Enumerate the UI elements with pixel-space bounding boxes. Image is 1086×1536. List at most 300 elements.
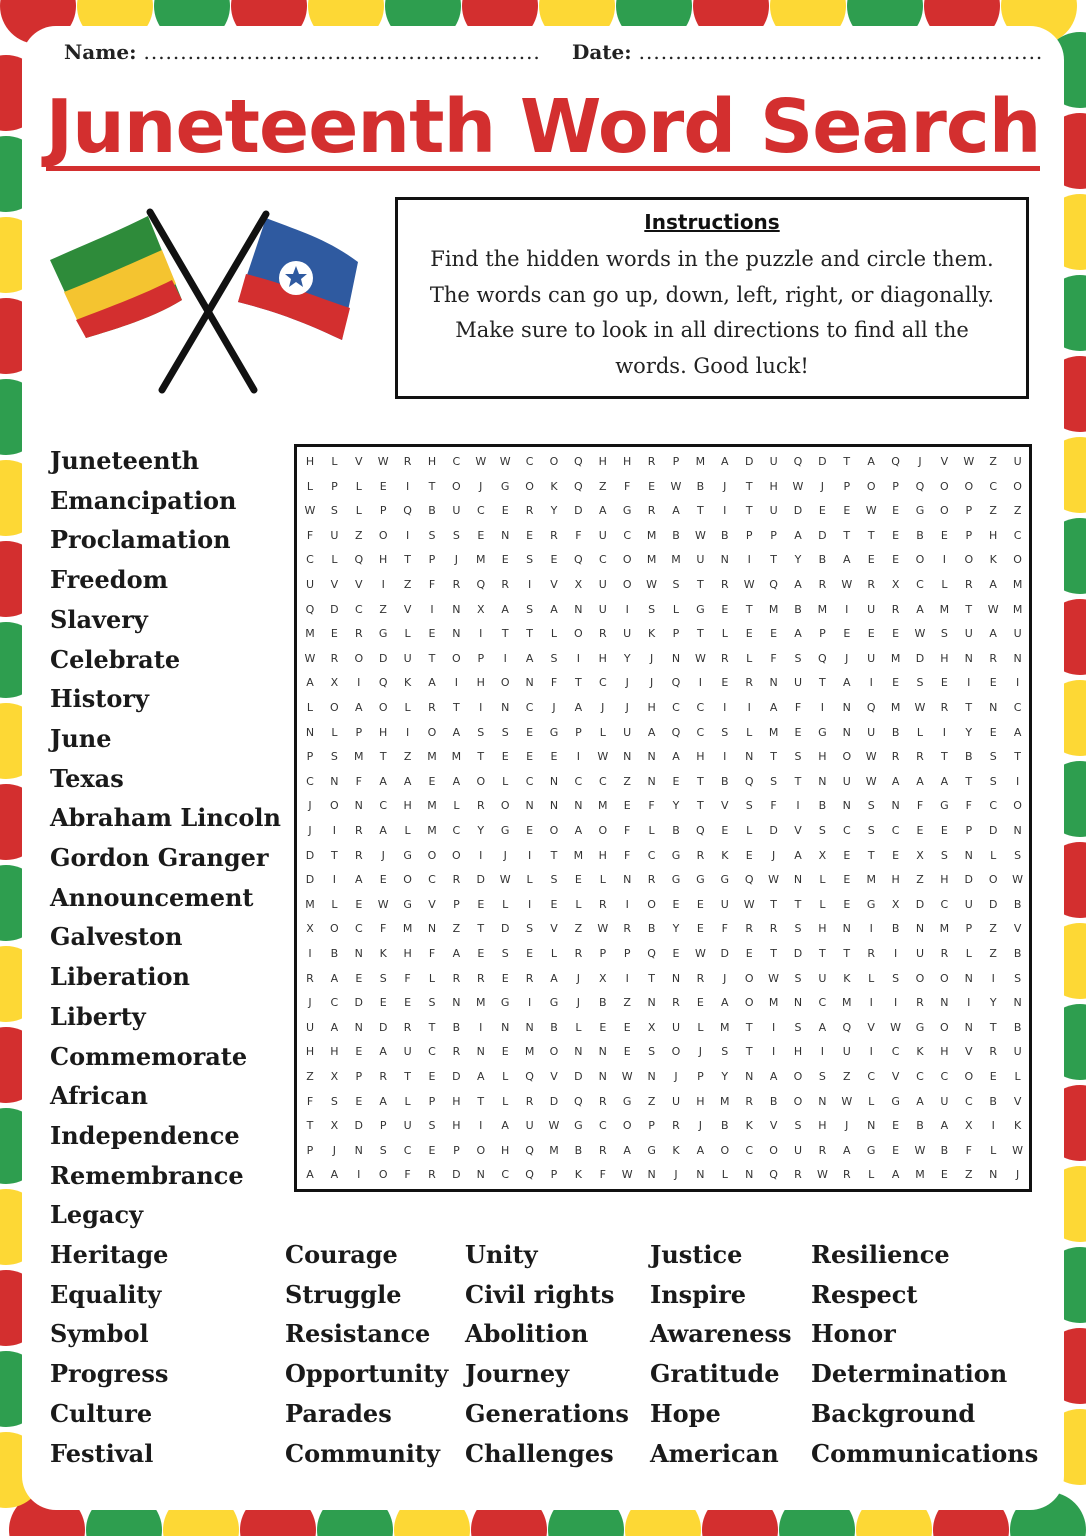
grid-letter[interactable]: N: [671, 651, 681, 665]
grid-letter[interactable]: J: [918, 455, 922, 468]
grid-letter[interactable]: K: [672, 1143, 680, 1157]
grid-letter[interactable]: F: [404, 971, 411, 985]
grid-letter[interactable]: Q: [915, 479, 925, 493]
grid-letter[interactable]: E: [355, 897, 363, 911]
grid-letter[interactable]: R: [306, 971, 314, 985]
grid-letter[interactable]: T: [745, 504, 753, 518]
grid-letter[interactable]: M: [402, 922, 413, 936]
grid-letter[interactable]: T: [648, 971, 655, 985]
grid-letter[interactable]: R: [696, 848, 705, 862]
grid-letter[interactable]: J: [820, 479, 825, 493]
grid-letter[interactable]: L: [306, 479, 314, 493]
grid-letter[interactable]: W: [694, 947, 706, 960]
grid-letter[interactable]: G: [549, 725, 559, 739]
grid-letter[interactable]: S: [330, 1094, 338, 1108]
grid-letter[interactable]: O: [964, 1070, 974, 1083]
grid-letter[interactable]: R: [745, 1094, 754, 1108]
grid-letter[interactable]: W: [987, 602, 999, 616]
grid-letter[interactable]: V: [355, 578, 363, 591]
grid-letter[interactable]: J: [698, 1045, 703, 1059]
grid-letter[interactable]: O: [647, 897, 656, 911]
grid-letter[interactable]: G: [940, 799, 949, 813]
grid-letter[interactable]: N: [842, 701, 851, 714]
grid-letter[interactable]: C: [842, 824, 851, 837]
grid-letter[interactable]: I: [479, 1020, 483, 1034]
grid-letter[interactable]: O: [964, 553, 974, 567]
grid-letter[interactable]: A: [379, 824, 387, 837]
grid-letter[interactable]: Z: [403, 578, 412, 591]
grid-letter[interactable]: I: [893, 947, 898, 960]
grid-letter[interactable]: S: [648, 602, 656, 616]
grid-letter[interactable]: B: [1013, 897, 1022, 911]
grid-letter[interactable]: P: [672, 627, 680, 641]
grid-letter[interactable]: N: [818, 774, 827, 788]
grid-letter[interactable]: L: [404, 627, 411, 641]
grid-letter[interactable]: W: [304, 651, 316, 665]
grid-letter[interactable]: I: [845, 602, 849, 616]
grid-letter[interactable]: B: [672, 824, 680, 837]
grid-letter[interactable]: Q: [647, 947, 656, 960]
grid-letter[interactable]: P: [965, 504, 973, 518]
grid-letter[interactable]: C: [501, 1168, 510, 1182]
grid-letter[interactable]: S: [477, 725, 485, 739]
grid-letter[interactable]: R: [891, 602, 900, 616]
grid-letter[interactable]: M: [768, 725, 779, 739]
grid-letter[interactable]: O: [793, 1070, 803, 1083]
grid-letter[interactable]: H: [989, 528, 998, 542]
grid-letter[interactable]: R: [598, 1094, 607, 1108]
grid-letter[interactable]: D: [720, 947, 730, 960]
grid-letter[interactable]: T: [526, 627, 533, 641]
grid-letter[interactable]: O: [476, 1143, 486, 1157]
grid-letter[interactable]: E: [355, 971, 363, 985]
grid-letter[interactable]: R: [501, 578, 510, 591]
grid-letter[interactable]: E: [770, 627, 778, 641]
grid-letter[interactable]: N: [793, 873, 803, 887]
grid-letter[interactable]: J: [601, 701, 605, 714]
grid-letter[interactable]: R: [769, 922, 778, 936]
grid-letter[interactable]: F: [575, 528, 582, 542]
grid-letter[interactable]: Z: [623, 996, 631, 1010]
grid-letter[interactable]: W: [890, 1020, 902, 1034]
grid-letter[interactable]: W: [621, 1070, 633, 1083]
grid-letter[interactable]: O: [500, 799, 510, 813]
grid-letter[interactable]: X: [647, 1020, 656, 1034]
grid-letter[interactable]: J: [723, 971, 727, 985]
grid-letter[interactable]: M: [939, 602, 950, 616]
grid-letter[interactable]: Q: [696, 824, 705, 837]
grid-letter[interactable]: D: [574, 1070, 583, 1083]
grid-letter[interactable]: I: [796, 799, 800, 813]
grid-letter[interactable]: W: [1012, 873, 1024, 887]
grid-letter[interactable]: Z: [306, 1070, 314, 1083]
grid-letter[interactable]: L: [404, 824, 411, 837]
grid-letter[interactable]: N: [598, 1070, 607, 1083]
grid-letter[interactable]: E: [574, 873, 582, 887]
grid-letter[interactable]: F: [916, 799, 924, 813]
grid-letter[interactable]: N: [623, 750, 632, 764]
grid-letter[interactable]: T: [770, 553, 777, 567]
grid-letter[interactable]: Y: [550, 504, 558, 518]
grid-letter[interactable]: U: [793, 1143, 803, 1157]
grid-letter[interactable]: H: [940, 873, 949, 887]
grid-letter[interactable]: N: [989, 701, 998, 714]
grid-letter[interactable]: F: [624, 824, 631, 837]
grid-letter[interactable]: M: [427, 824, 437, 837]
grid-letter[interactable]: G: [671, 873, 681, 887]
grid-letter[interactable]: L: [819, 873, 826, 887]
grid-letter[interactable]: A: [721, 996, 729, 1010]
grid-letter[interactable]: P: [355, 1070, 363, 1083]
grid-letter[interactable]: I: [869, 676, 873, 690]
grid-letter[interactable]: K: [1013, 1119, 1022, 1133]
grid-letter[interactable]: O: [476, 774, 486, 788]
grid-letter[interactable]: W: [963, 455, 975, 468]
grid-letter[interactable]: S: [794, 1020, 802, 1034]
grid-letter[interactable]: B: [794, 602, 802, 616]
grid-letter[interactable]: F: [404, 1168, 411, 1182]
grid-letter[interactable]: I: [479, 848, 483, 862]
grid-letter[interactable]: Q: [744, 873, 754, 887]
grid-letter[interactable]: E: [672, 947, 680, 960]
grid-letter[interactable]: I: [820, 1045, 825, 1059]
grid-letter[interactable]: N: [574, 602, 583, 616]
grid-letter[interactable]: R: [867, 947, 876, 960]
grid-letter[interactable]: E: [892, 676, 900, 690]
grid-letter[interactable]: T: [965, 701, 973, 714]
grid-letter[interactable]: E: [501, 553, 509, 567]
grid-letter[interactable]: O: [574, 627, 583, 641]
grid-letter[interactable]: L: [990, 848, 997, 862]
grid-letter[interactable]: I: [723, 701, 727, 714]
grid-letter[interactable]: Q: [842, 1020, 852, 1034]
grid-letter[interactable]: R: [916, 996, 924, 1010]
grid-letter[interactable]: M: [305, 627, 315, 641]
grid-letter[interactable]: A: [403, 774, 412, 788]
grid-letter[interactable]: E: [940, 824, 948, 837]
grid-letter[interactable]: G: [574, 1119, 583, 1133]
grid-letter[interactable]: A: [672, 504, 680, 518]
grid-letter[interactable]: U: [598, 602, 607, 616]
grid-letter[interactable]: T: [989, 1020, 997, 1034]
grid-letter[interactable]: V: [428, 897, 436, 911]
grid-letter[interactable]: P: [428, 553, 436, 567]
grid-letter[interactable]: J: [552, 701, 556, 714]
grid-letter[interactable]: W: [694, 651, 706, 665]
grid-letter[interactable]: U: [403, 1045, 412, 1059]
grid-letter[interactable]: O: [598, 824, 608, 837]
grid-letter[interactable]: E: [818, 504, 826, 518]
date-field[interactable]: [572, 40, 1043, 64]
grid-letter[interactable]: Z: [916, 873, 924, 887]
grid-letter[interactable]: V: [403, 602, 412, 616]
grid-letter[interactable]: T: [819, 676, 826, 690]
grid-letter[interactable]: H: [891, 873, 900, 887]
grid-letter[interactable]: U: [598, 528, 607, 542]
grid-letter[interactable]: X: [599, 971, 607, 985]
grid-letter[interactable]: N: [305, 725, 315, 739]
grid-letter[interactable]: N: [1013, 996, 1022, 1010]
grid-letter[interactable]: O: [866, 479, 876, 493]
grid-letter[interactable]: O: [452, 479, 461, 493]
grid-letter[interactable]: P: [770, 528, 777, 542]
grid-letter[interactable]: C: [891, 1045, 900, 1059]
grid-letter[interactable]: R: [745, 922, 754, 936]
grid-letter[interactable]: Z: [1013, 504, 1022, 518]
grid-letter[interactable]: S: [672, 578, 680, 591]
grid-letter[interactable]: W: [865, 750, 877, 764]
grid-letter[interactable]: E: [721, 676, 729, 690]
grid-letter[interactable]: H: [403, 799, 412, 813]
grid-letter[interactable]: L: [404, 1094, 411, 1108]
grid-letter[interactable]: I: [503, 651, 507, 665]
grid-letter[interactable]: Y: [477, 824, 485, 837]
grid-letter[interactable]: A: [891, 774, 900, 788]
grid-letter[interactable]: S: [550, 651, 558, 665]
grid-letter[interactable]: Y: [965, 725, 973, 739]
grid-letter[interactable]: T: [697, 799, 704, 813]
grid-letter[interactable]: H: [696, 1094, 705, 1108]
grid-letter[interactable]: E: [672, 774, 680, 788]
grid-letter[interactable]: I: [405, 725, 410, 739]
grid-letter[interactable]: N: [525, 1020, 534, 1034]
grid-letter[interactable]: M: [573, 848, 584, 862]
grid-letter[interactable]: M: [720, 1020, 730, 1034]
grid-letter[interactable]: E: [892, 1143, 900, 1157]
grid-letter[interactable]: O: [427, 848, 437, 862]
grid-letter[interactable]: P: [623, 947, 631, 960]
grid-letter[interactable]: M: [524, 1045, 535, 1059]
grid-letter[interactable]: I: [698, 676, 703, 690]
grid-letter[interactable]: N: [476, 1168, 485, 1182]
grid-letter[interactable]: N: [549, 799, 559, 813]
grid-letter[interactable]: A: [696, 1143, 705, 1157]
grid-letter[interactable]: A: [355, 701, 363, 714]
grid-letter[interactable]: E: [501, 1045, 509, 1059]
grid-letter[interactable]: E: [501, 750, 509, 764]
grid-letter[interactable]: W: [475, 455, 487, 468]
grid-letter[interactable]: S: [428, 996, 436, 1010]
grid-letter[interactable]: D: [915, 651, 925, 665]
grid-letter[interactable]: A: [818, 1020, 827, 1034]
grid-letter[interactable]: J: [576, 996, 581, 1010]
grid-letter[interactable]: N: [549, 774, 559, 788]
grid-letter[interactable]: D: [378, 651, 388, 665]
grid-letter[interactable]: C: [647, 848, 656, 862]
grid-letter[interactable]: V: [769, 1119, 778, 1133]
grid-letter[interactable]: S: [989, 774, 997, 788]
grid-letter[interactable]: R: [428, 701, 436, 714]
grid-letter[interactable]: Y: [794, 553, 802, 567]
grid-letter[interactable]: M: [476, 996, 486, 1010]
grid-letter[interactable]: G: [403, 897, 412, 911]
grid-letter[interactable]: O: [525, 479, 534, 493]
grid-letter[interactable]: A: [843, 676, 851, 690]
grid-letter[interactable]: P: [331, 479, 338, 493]
grid-letter[interactable]: N: [842, 922, 851, 936]
grid-letter[interactable]: C: [916, 578, 924, 591]
grid-letter[interactable]: U: [623, 627, 632, 641]
grid-letter[interactable]: P: [453, 1143, 460, 1157]
grid-letter[interactable]: B: [550, 1020, 558, 1034]
grid-letter[interactable]: B: [721, 1119, 729, 1133]
grid-letter[interactable]: B: [672, 528, 680, 542]
grid-letter[interactable]: P: [599, 947, 607, 960]
grid-letter[interactable]: J: [308, 996, 312, 1010]
grid-letter[interactable]: R: [964, 578, 973, 591]
grid-letter[interactable]: K: [989, 553, 997, 567]
grid-letter[interactable]: K: [843, 971, 851, 985]
grid-letter[interactable]: D: [915, 897, 925, 911]
grid-letter[interactable]: P: [892, 479, 899, 493]
grid-letter[interactable]: T: [404, 553, 411, 567]
grid-letter[interactable]: Q: [378, 676, 388, 690]
grid-letter[interactable]: P: [550, 1168, 558, 1182]
grid-letter[interactable]: E: [940, 1168, 948, 1182]
grid-letter[interactable]: J: [674, 1168, 678, 1182]
grid-letter[interactable]: N: [354, 1143, 363, 1157]
grid-letter[interactable]: R: [891, 750, 900, 764]
grid-letter[interactable]: P: [306, 750, 314, 764]
grid-letter[interactable]: L: [868, 971, 875, 985]
grid-letter[interactable]: S: [867, 799, 875, 813]
grid-letter[interactable]: X: [306, 922, 314, 936]
grid-letter[interactable]: P: [672, 455, 680, 468]
grid-letter[interactable]: S: [989, 750, 997, 764]
grid-letter[interactable]: T: [965, 774, 973, 788]
grid-letter[interactable]: G: [866, 1143, 876, 1157]
grid-letter[interactable]: E: [550, 897, 558, 911]
grid-letter[interactable]: J: [649, 651, 654, 665]
grid-letter[interactable]: E: [843, 627, 851, 641]
grid-letter[interactable]: W: [646, 578, 658, 591]
grid-letter[interactable]: R: [354, 824, 363, 837]
grid-letter[interactable]: C: [818, 996, 827, 1010]
grid-letter[interactable]: Z: [355, 528, 363, 542]
grid-letter[interactable]: D: [744, 455, 754, 468]
grid-letter[interactable]: M: [1012, 578, 1023, 591]
grid-letter[interactable]: A: [843, 553, 851, 567]
grid-letter[interactable]: I: [942, 553, 947, 567]
grid-letter[interactable]: W: [914, 701, 926, 714]
grid-letter[interactable]: L: [502, 1094, 509, 1108]
grid-letter[interactable]: S: [916, 676, 924, 690]
grid-letter[interactable]: M: [354, 750, 364, 764]
grid-letter[interactable]: R: [525, 504, 534, 518]
grid-letter[interactable]: C: [1013, 701, 1022, 714]
grid-letter[interactable]: E: [501, 504, 509, 518]
grid-letter[interactable]: P: [428, 1094, 436, 1108]
grid-letter[interactable]: L: [355, 504, 362, 518]
grid-letter[interactable]: Z: [452, 922, 461, 936]
grid-letter[interactable]: L: [916, 725, 924, 739]
grid-letter[interactable]: J: [479, 479, 483, 493]
grid-letter[interactable]: U: [964, 897, 973, 911]
grid-letter[interactable]: N: [940, 996, 949, 1010]
grid-letter[interactable]: Q: [744, 774, 754, 788]
grid-letter[interactable]: A: [794, 528, 802, 542]
grid-letter[interactable]: D: [452, 1070, 461, 1083]
grid-letter[interactable]: E: [892, 528, 900, 542]
grid-letter[interactable]: R: [476, 971, 485, 985]
grid-letter[interactable]: T: [745, 1020, 753, 1034]
grid-letter[interactable]: N: [696, 1168, 705, 1182]
grid-letter[interactable]: Z: [599, 479, 607, 493]
grid-letter[interactable]: U: [403, 1119, 412, 1133]
grid-letter[interactable]: E: [892, 627, 900, 641]
grid-letter[interactable]: J: [308, 799, 312, 813]
grid-letter[interactable]: N: [964, 971, 973, 985]
grid-letter[interactable]: T: [941, 750, 948, 764]
grid-letter[interactable]: X: [330, 676, 339, 690]
grid-letter[interactable]: V: [940, 455, 949, 468]
grid-letter[interactable]: I: [357, 1168, 361, 1182]
grid-letter[interactable]: E: [648, 479, 656, 493]
grid-letter[interactable]: I: [381, 578, 385, 591]
grid-letter[interactable]: X: [818, 848, 827, 862]
grid-letter[interactable]: W: [670, 479, 682, 493]
grid-letter[interactable]: A: [623, 1143, 631, 1157]
grid-letter[interactable]: T: [575, 676, 582, 690]
grid-letter[interactable]: E: [989, 725, 997, 739]
grid-letter[interactable]: E: [843, 848, 851, 862]
grid-letter[interactable]: W: [304, 504, 316, 518]
grid-letter[interactable]: U: [842, 774, 851, 788]
grid-letter[interactable]: I: [625, 971, 629, 985]
grid-letter[interactable]: D: [330, 602, 339, 616]
grid-letter[interactable]: N: [501, 1020, 510, 1034]
grid-letter[interactable]: B: [818, 553, 827, 567]
grid-letter[interactable]: S: [940, 848, 948, 862]
grid-letter[interactable]: C: [891, 824, 900, 837]
grid-letter[interactable]: T: [697, 627, 704, 641]
grid-letter[interactable]: U: [525, 1119, 534, 1133]
grid-letter[interactable]: I: [723, 504, 727, 518]
grid-letter[interactable]: O: [622, 1119, 632, 1133]
grid-letter[interactable]: L: [331, 455, 338, 468]
grid-letter[interactable]: E: [428, 774, 436, 788]
grid-letter[interactable]: O: [671, 1045, 681, 1059]
grid-letter[interactable]: H: [476, 676, 485, 690]
grid-letter[interactable]: S: [428, 1119, 436, 1133]
grid-letter[interactable]: A: [599, 504, 607, 518]
grid-letter[interactable]: S: [330, 750, 338, 764]
grid-letter[interactable]: N: [427, 922, 437, 936]
grid-letter[interactable]: A: [330, 1020, 339, 1034]
grid-letter[interactable]: S: [794, 971, 802, 985]
grid-letter[interactable]: H: [403, 947, 412, 960]
grid-letter[interactable]: F: [550, 676, 558, 690]
grid-letter[interactable]: U: [867, 725, 876, 739]
grid-letter[interactable]: V: [1013, 922, 1022, 936]
grid-letter[interactable]: K: [745, 1119, 753, 1133]
grid-letter[interactable]: S: [794, 750, 802, 764]
grid-letter[interactable]: N: [623, 873, 632, 887]
grid-letter[interactable]: E: [428, 1070, 436, 1083]
grid-letter[interactable]: X: [891, 897, 900, 911]
grid-letter[interactable]: F: [624, 479, 631, 493]
grid-letter[interactable]: N: [745, 1168, 754, 1182]
grid-letter[interactable]: C: [623, 528, 632, 542]
grid-letter[interactable]: E: [379, 873, 387, 887]
grid-letter[interactable]: N: [989, 1168, 998, 1182]
grid-letter[interactable]: R: [452, 971, 461, 985]
grid-letter[interactable]: G: [622, 1094, 632, 1108]
grid-letter[interactable]: T: [745, 602, 753, 616]
grid-letter[interactable]: N: [745, 1070, 754, 1083]
grid-letter[interactable]: R: [452, 578, 461, 591]
grid-letter[interactable]: J: [698, 1119, 703, 1133]
